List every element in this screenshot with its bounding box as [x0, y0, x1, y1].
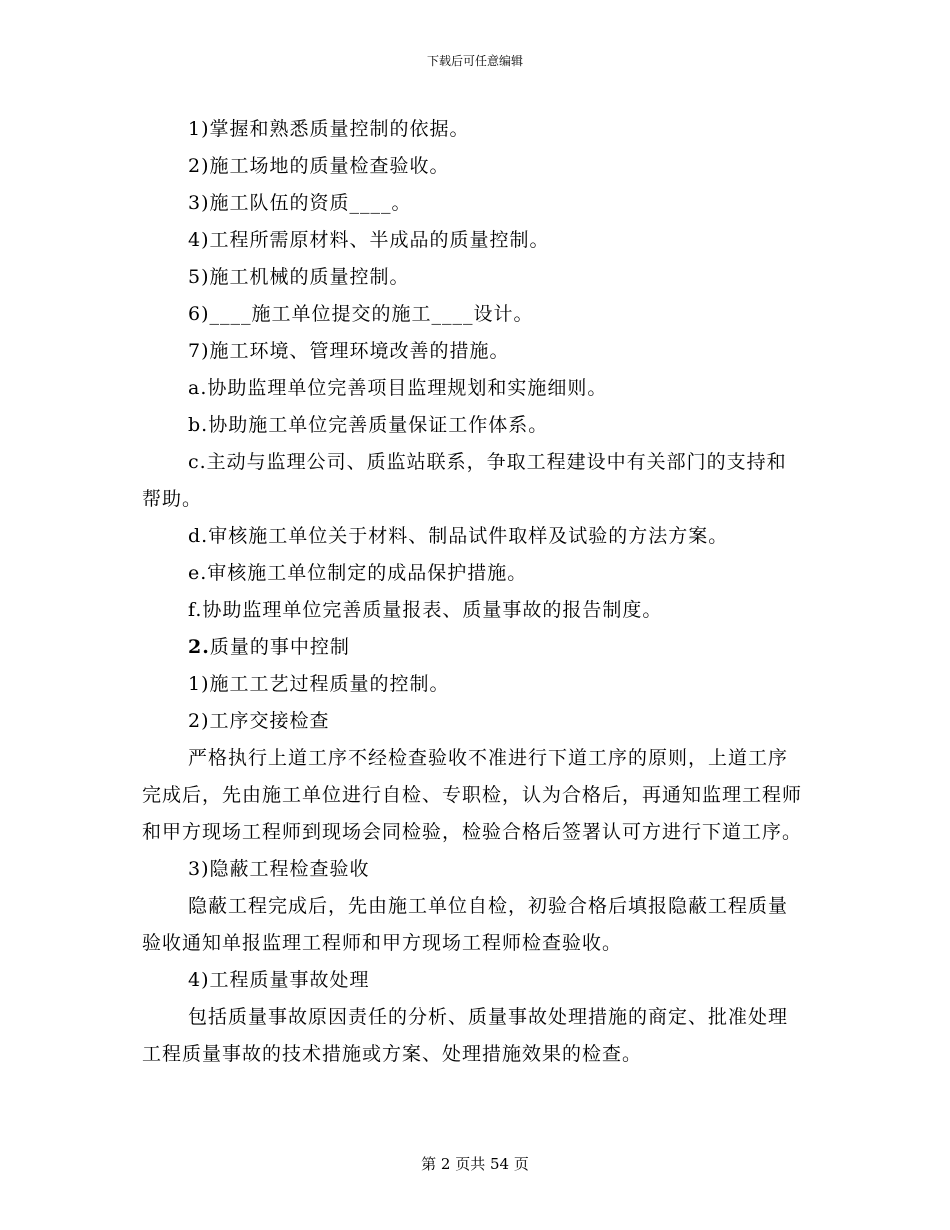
list-item: b.协助施工单位完善质量保证工作体系。 [188, 414, 549, 436]
page-footer: 第 2 页共 54 页 [421, 1155, 529, 1173]
section-number: 2. [188, 636, 210, 658]
list-item: 6)____施工单位提交的施工____设计。 [188, 303, 534, 325]
list-item: 4)工程质量事故处理 [188, 969, 370, 991]
section-heading [142, 629, 802, 666]
paragraph: 严格执行上道工序不经检查验收不准进行下道工序的原则，上道工序完成后，先由施工单位进行自检、专职检，认为合格后，再通知监理工程师和甲方现场工程师到现场会同检验，检验合格后签署认可方进行下道工序。 [142, 747, 803, 843]
list-item: 2)工序交接检查 [188, 710, 330, 732]
paragraph: 隐蔽工程完成后，先由施工单位自检，初验合格后填报隐蔽工程质量验收通知单报监理工程师和甲方现场工程师检查验收。 [142, 895, 789, 954]
list-item: 3)施工队伍的资质____。 [188, 192, 412, 214]
section-title: 质量的事中控制 [209, 636, 350, 658]
list-item: 1)施工工艺过程质量的控制。 [188, 673, 450, 695]
list-item: f.协助监理单位完善质量报表、质量事故的报告制度。 [188, 599, 663, 621]
list-item: 3)隐蔽工程检查验收 [188, 858, 370, 880]
list-item: 1)掌握和熟悉质量控制的依据。 [188, 118, 470, 140]
list-item: 5)施工机械的质量控制。 [188, 266, 410, 288]
paragraph: 包括质量事故原因责任的分析、质量事故处理措施的商定、批准处理工程质量事故的技术措施或方案、处理措施效果的检查。 [142, 1006, 789, 1065]
list-item: 2)施工场地的质量检查验收。 [188, 155, 450, 177]
list-item: 4)工程所需原材料、半成品的质量控制。 [188, 229, 550, 251]
list-item: e.审核施工单位制定的成品保护措施。 [188, 562, 528, 584]
document-body [142, 111, 802, 1073]
list-item: a.协助监理单位完善项目监理规划和实施细则。 [188, 377, 608, 399]
list-item: d.审核施工单位关于材料、制品试件取样及试验的方法方案。 [188, 525, 729, 547]
page-header: 下载后可任意编辑 [426, 54, 523, 68]
list-item: 7)施工环境、管理环境改善的措施。 [188, 340, 510, 362]
list-item: c.主动与监理公司、质监站联系，争取工程建设中有关部门的支持和帮助。 [142, 451, 787, 510]
